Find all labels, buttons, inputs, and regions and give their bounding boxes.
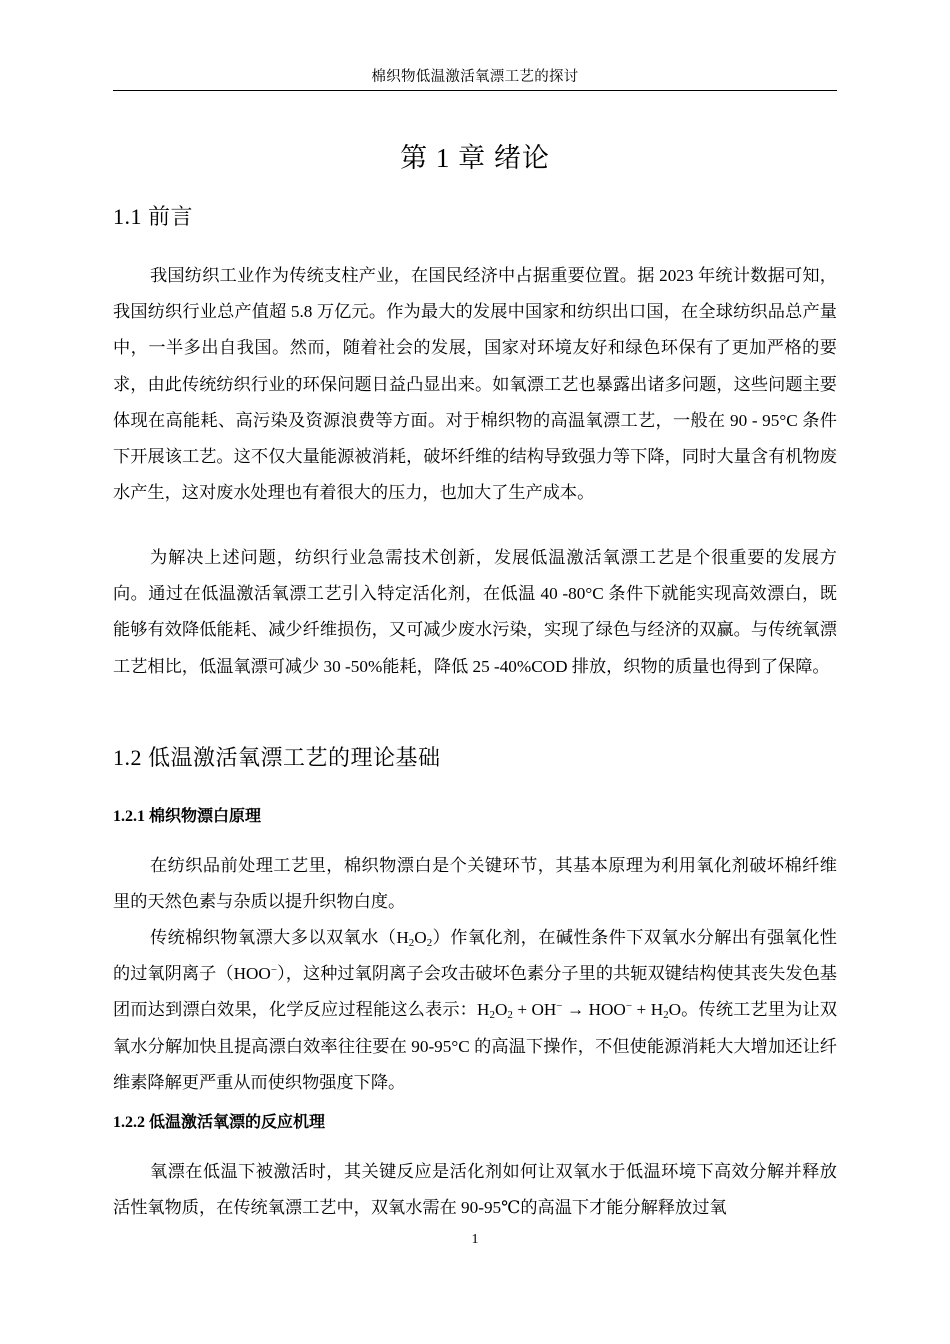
formula-reactants: $H_2O_2 + OH^- \to HOO^-$ + bbox=[477, 1000, 647, 1022]
paragraph-bleaching-principle-2: 传统棉织物氧漂大多以双氧水$(H_2O_2)$作氧化剂，在碱性条件下双氧水分解出有强氧化性的过氧阴离子（HOO−），这种过氧阴离子会攻击破坏色素分子里的共轭双键结构使其丧失发色基团而达到漂白效果，化学反应过程能这么表示：$H_2O_2 + OH^- \to HOO^- + H_2O$。传统工艺里为让双氧水分解加快且提高漂白效率往往要在 90-95°C 的高温下操作，不但使能源消耗大大增加还让纤维素降解更严重从而使织物强度下降。 bbox=[113, 928, 838, 1092]
running-header: 棉织物低温激活氧漂工艺的探讨 bbox=[113, 64, 837, 91]
formula-water: $H_2O$ bbox=[650, 1000, 682, 1022]
chapter-title: 第 1 章 绪论 bbox=[400, 143, 550, 173]
reaction-arrow: → bbox=[566, 1000, 585, 1020]
paragraph-reaction-mechanism: 氧漂在低温下被激活时，其关键反应是活化剂如何让双氧水于低温环境下高效分解并释放活性氧物质，在传统氧漂工艺中，双氧水需在 90-95℃的高温下才能分解释放过氧 bbox=[113, 1162, 837, 1218]
page-number: 1 bbox=[471, 1232, 479, 1247]
section-heading-1-1: 1.1 前言 bbox=[113, 204, 194, 229]
paragraph-intro-2: 为解决上述问题，纺织行业急需技术创新，发展低温激活氧漂工艺是个很重要的发展方向。通过在低温激活氧漂工艺引入特定活化剂，在低温 40 -80°C 条件下就能实现高效漂白，既能够有效降低能耗、减少纤维损伤，又可减少废水污染，实现了绿色与经济的双赢。与传统氧漂工艺相比，低温氧漂可减少 30 -50%能耗，降低 25 -40%COD 排放，织物的质量也得到了保障。 bbox=[113, 548, 837, 676]
subsection-heading-1-2-1: 1.2.1 棉织物漂白原理 bbox=[113, 808, 262, 825]
paragraph-bleaching-principle-1: 在纺织品前处理工艺里，棉织物漂白是个关键环节，其基本原理为利用氧化剂破坏棉纤维里的天然色素与杂质以提升织物白度。 bbox=[113, 856, 837, 912]
formula-hoo-anion: HOO− bbox=[233, 964, 278, 984]
paragraph-intro-1: 我国纺织工业作为传统支柱产业，在国民经济中占据重要位置。据 2023 年统计数据可知，我国纺织行业总产值超 5.8 万亿元。作为最大的发展中国家和纺织出口国，在全球纺织品总产量中，一半多出自我国。然而，随着社会的发展，国家对环境友好和绿色环保有了更加严格的要求，由此传统纺织行业的环保问题日益凸显出来。如氧漂工艺也暴露出诸多问题，这些问题主要体现在高能耗、高污染及资源浪费等方面。对于棉织物的高温氧漂工艺，一般在 90 - 95°C 条件下开展该工艺。这不仅大量能源被消耗，破坏纤维的结构导致强力等下降，同时大量含有机物废水产生，这对废水处理也有着很大的压力，也加大了生产成本。 bbox=[113, 266, 837, 503]
section-heading-1-2: 1.2 低温激活氧漂工艺的理论基础 bbox=[113, 745, 441, 770]
formula-h2o2: $H_2O_2$ bbox=[396, 928, 433, 949]
subsection-heading-1-2-2: 1.2.2 低温激活氧漂的反应机理 bbox=[113, 1114, 326, 1131]
